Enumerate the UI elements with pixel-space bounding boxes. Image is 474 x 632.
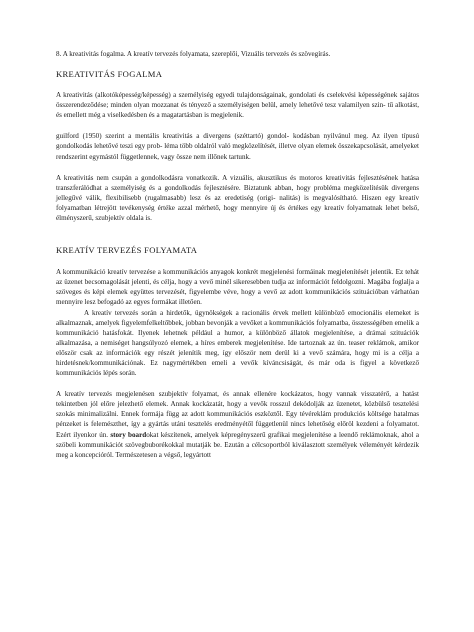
text-before-bold: A kreatív tervezés megjelenésen szubjektív folyamat, és annak ellenére kockázatos, hogy vannak visszatérő, a hatást tekintetben jól előre jelezhető elemek. Annak kockázatát, hogy a vevők rosszul dekódolják az üzenetet, közbülső tesztelési szokás minimalizálni. Ennek formája függ az adott kommunikációs eszköztől. Egy tévéreklám produkciós költsége hatalmas pénzeket is felemészthet, így a gyártás utáni tesztelés eredményétől függetlenül nincs lehetőség előröl kezdeni a folyamatot. Ezért ilyenkor ún. [56, 390, 419, 439]
paragraph-kockazat-story-board [56, 389, 419, 460]
bold-story-board: story board [110, 430, 147, 439]
paragraph-definition: A kreativitás (alkotóképesség/képesség) a személyiség egyedi tulajdonságainak, gondolati és cselekvési képességének sajátos összerendeződése; minden olyan mozzanat és tényező a személyiségen belül, amely lehetővé tesz valamilyen szin- tű alkotást, és emellett még a viselkedésben és a magatartásban is megjelenik. [56, 91, 419, 120]
heading-kreativ-tervezes-folyamata: KREATÍV TERVEZÉS FOLYAMATA [56, 245, 198, 256]
text-after-bold: okat készítenek, amelyek képregényszerű grafikai megjelenítése a leendő reklámoknak, ahol a szöbeli kommunikációt szövegbuborékokkal mutatják be. Ezután a célcsoportból kiválasztott személyek véleményét kérdezik meg a koncepcióról. Természetesen a végső, legyártott [56, 430, 419, 459]
heading-kreativitas-fogalma: KREATIVITÁS FOGALMA [56, 69, 163, 80]
intro-line: 8. A kreativitás fogalma. A kreatív tervezés folyamata, szereplői, Vizuális tervezés és szövegírás. [56, 50, 331, 58]
paragraph-guilford: guilford (1950) szerint a mentális kreativitás a divergens (széttartó) gondol- kodásban nyilvánul meg. Az ilyen típusú gondolkodás lehetővé teszi egy prob- léma több oldalról való megközelítését, illetve olyan elemek összekapcsolását, amelyeket rendszerint egymástól függetlennek, vagy össze nem illőnek tartunk. [56, 132, 419, 161]
paragraph-emocionalis-elemek: A kreatív tervezés során a hirdetők, ügynökségek a racionális érvek mellett különböző emocionális elemeket is alkalmaznak, amelyek figyelemfelkeltőbbek, jobban bevonják a vevőket a kommunikációs folyamatba, összességében emelik a kommunikáció hatásfokát. Ilyenek lehetnek például a humor, a különböző állatok megjelenítése, a drámai szituációk alkalmazása, a nemiséget hangsúlyozó elemek, a híres emberek megjelenítése. Ide tartoznak az ún. teaser reklámok, amikor először csak az információk egy részét jelenítik meg, így először nem derül ki a vevő számára, hogy mi is a célja a hirdetésnek/kommunikációnak. Ez nagymértékben emeli a vevők kíváncsiságát, és már oda is figyel a következő kommunikációs lépés során. [56, 308, 419, 378]
paragraph-kommunikacio-tervezese: A kommunikáció kreatív tervezése a kommunikációs anyagok konkrét megjelenési formáinak megjelenítését jelentik. Ez tehát az üzenet becsomagolását jelenti, és célja, hogy a vevő minél sikeresebben tudja az információt feldolgozni. Magába foglalja a szöveges és képi elemek együttes tervezését, figyelembe véve, hogy a vevő az adott kommunikációs szituációban várhatóan mennyire lesz befogadó az egyes formákat illetően. [56, 268, 419, 307]
paragraph-kreativitas-fejlesztes: A kreativitás nem csupán a gondolkodásra vonatkozik. A vizuális, akusztikus és motoros kreativitás fejlesztésének hatása transzferálódhat a személyiség és a gondolkodás fejlesztésére. Biztatunk abban, hogy probléma megközelítésük divergens jellegűvé válik, flexibilisebb (rugalmasabb) lesz és az eredetiség (origi- nalitás) is megvalósítható. Hiszen egy kreatív folyamatban létrejött tevékenység értéke azzal mérhető, hogy mennyire új és értékes egy kreatív folyamatnak lehet belső, élményszerű, szubjektív oldala is. [56, 173, 419, 223]
